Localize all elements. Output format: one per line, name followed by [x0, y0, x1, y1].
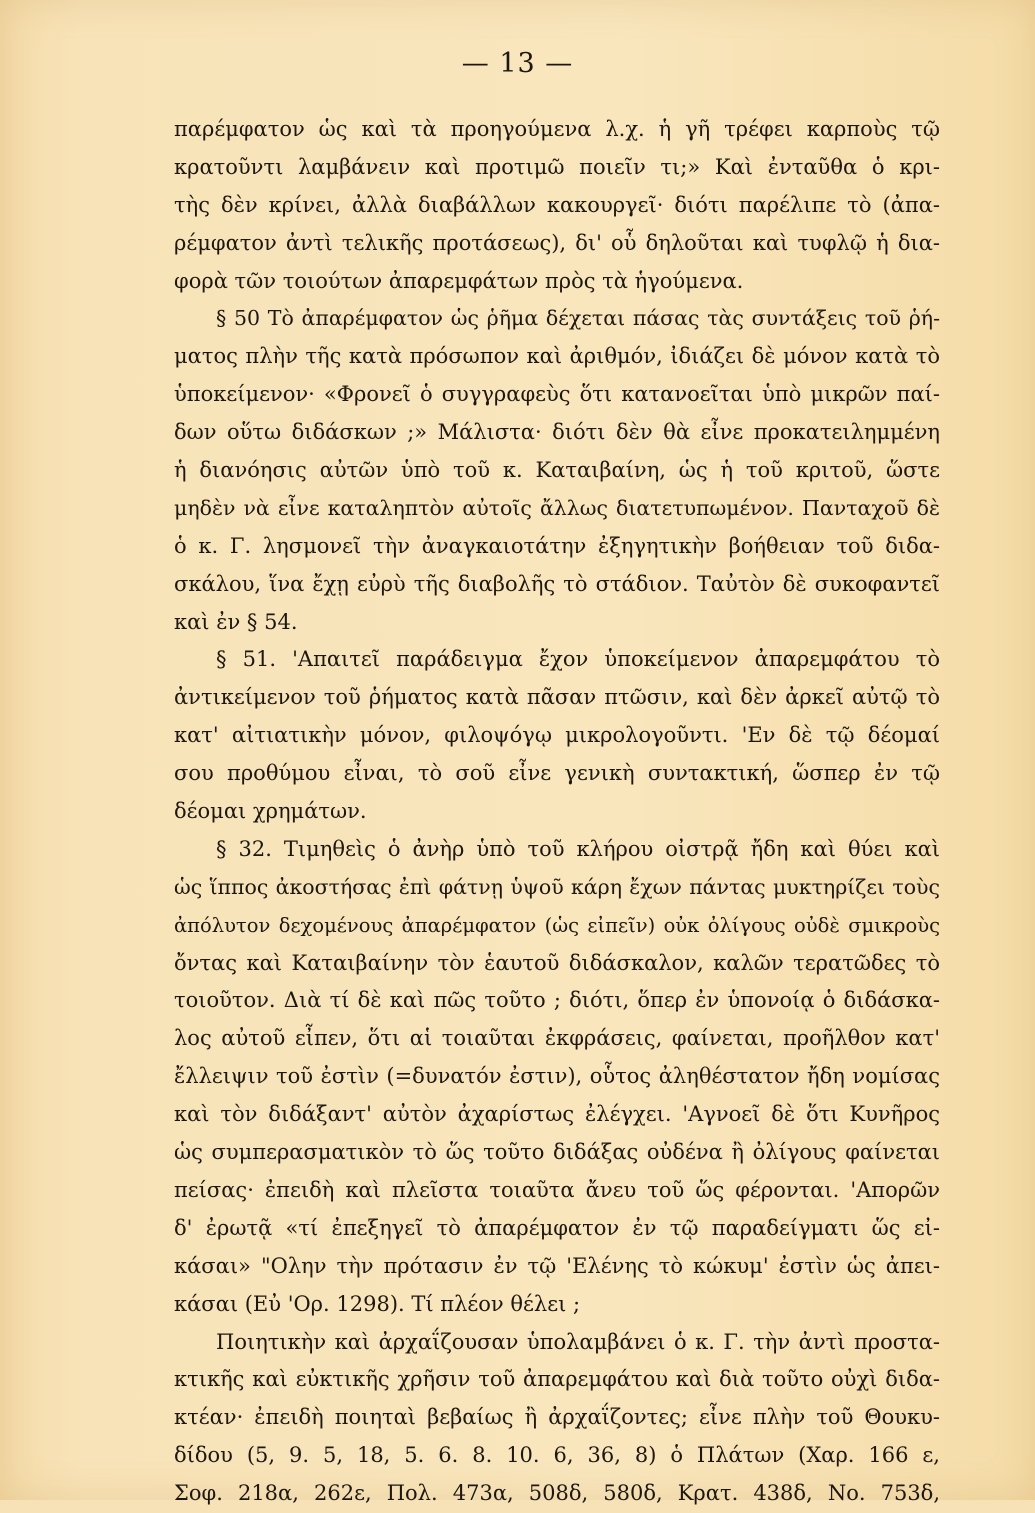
text-line: πείσας· ἐπειδὴ καὶ πλεῖστα τοιαῦτα ἄνευ τοῦ ὥς φέρονται. 'Απορῶν	[174, 1177, 940, 1202]
text-line: κάσαι (Εὐ 'Ορ. 1298). Τί πλέον θέλει ;	[174, 1291, 581, 1316]
text-line: δίδου (5, 9. 5, 18, 5. 6. 8. 10. 6, 36, 8) ὁ Πλάτων (Χαρ. 166 ε,	[174, 1443, 940, 1468]
text-line: μηδὲν νὰ εἶνε καταληπτὸν αὐτοῖς ἄλλως διατετυπωμένον. Πανταχοῦ δὲ	[174, 495, 940, 520]
text-line: κρατοῦντι λαμβάνειν καὶ προτιμῶ ποιεῖν τι;» Καὶ ἐνταῦθα ὁ κρι-	[174, 154, 940, 179]
text-line: ἀπόλυτον δεχομένους ἀπαρέμφατον (ὡς εἰπεῖν) οὐκ ὀλίγους οὐδὲ σμικροὺς	[174, 913, 940, 937]
text-line: δέομαι χρημάτων.	[174, 799, 367, 824]
text-line: ὡς συμπερασματικὸν τὸ ὥς τοῦτο διδάξας οὐδένα ἢ ὀλίγους φαίνεται	[174, 1140, 940, 1165]
text-line: λος αὐτοῦ εἶπεν, ὅτι αἱ τοιαῦται ἐκφράσεις, φαίνεται, προῆλθον κατ'	[174, 1026, 940, 1051]
text-line: ρέμφατον ἀντὶ τελικῆς προτάσεως), δι' οὗ δηλοῦται καὶ τυφλῷ ἡ δια-	[174, 230, 940, 255]
text-line: § 51. 'Απαιτεῖ παράδειγμα ἔχον ὑποκείμενον ἀπαρεμφάτου τὸ	[216, 647, 940, 672]
text-line: § 50 Τὸ ἀπαρέμφατον ὡς ῥῆμα δέχεται πάσας τὰς συντάξεις τοῦ ῥή-	[216, 306, 940, 331]
text-line: ὄντας καὶ Καταιβαίνην τὸν ἑαυτοῦ διδάσκαλον, καλῶν τερατῶδες τὸ	[174, 950, 940, 975]
text-line: κάσαι» "Ολην τὴν πρότασιν ἐν τῷ 'Ελένης τὸ κώκυμ' ἐστὶν ὡς ἀπει-	[174, 1253, 940, 1278]
text-line: Σοφ. 218α, 262ε, Πολ. 473α, 508δ, 580δ, Κρατ. 438δ, Νο. 753δ,	[174, 1481, 940, 1506]
text-line: κτικῆς καὶ εὐκτικῆς χρῆσιν τοῦ ἀπαρεμφάτου καὶ διὰ τοῦτο οὐχὶ διδα-	[174, 1367, 940, 1392]
text-line: ὁ κ. Γ. λησμονεῖ τὴν ἀναγκαιοτάτην ἐξηγητικὴν βοήθειαν τοῦ διδα-	[174, 533, 940, 558]
text-line: τοιοῦτον. Διὰ τί δὲ καὶ πῶς τοῦτο ; διότι, ὅπερ ἐν ὑπονοίᾳ ὁ διδάσκα-	[174, 988, 940, 1013]
page-number: — 13 —	[461, 48, 574, 79]
text-line: καὶ ἐν § 54.	[174, 609, 298, 634]
text-line: φορὰ τῶν τοιούτων ἀπαρεμφάτων πρὸς τὰ ἡγούμενα.	[174, 268, 744, 293]
text-line: κτέαν· ἐπειδὴ ποιηταὶ βεβαίως ἢ ἀρχαΐζοντες; εἶνε πλὴν τοῦ Θουκυ-	[174, 1405, 940, 1430]
text-line: ὑποκείμενον· «Φρονεῖ ὁ συγγραφεὺς ὅτι κατανοεῖται ὑπὸ μικρῶν παί-	[174, 382, 940, 407]
text-line: σκάλου, ἵνα ἔχῃ εὐρὺ τῆς διαβολῆς τὸ στάδιον. Ταὐτὸν δὲ συκοφαντεῖ	[174, 571, 940, 596]
text-line: σου προθύμου εἶναι, τὸ σοῦ εἶνε γενικὴ συντακτική, ὥσπερ ἐν τῷ	[174, 761, 940, 786]
text-line: καὶ τὸν διδάξαντ' αὐτὸν ἀχαρίστως ἐλέγχει. 'Αγνοεῖ δὲ ὅτι Κυνῆρος	[174, 1102, 940, 1127]
text-line: Ποιητικὴν καὶ ἀρχαΐζουσαν ὑπολαμβάνει ὁ κ. Γ. τὴν ἀντὶ προστα-	[216, 1329, 940, 1354]
text-line: κατ' αἰτιατικὴν μόνον, φιλοψόγῳ μικρολογοῦντι. 'Εν δὲ τῷ δέομαί	[174, 723, 940, 748]
text-line: ματος πλὴν τῆς κατὰ πρόσωπον καὶ ἀριθμόν, ἰδιάζει δὲ μόνον κατὰ τὸ	[174, 344, 940, 369]
body-text	[174, 111, 940, 1513]
text-line: § 32. Τιμηθεὶς ὁ ἀνὴρ ὑπὸ τοῦ κλήρου οἰστρᾷ ἤδη καὶ θύει καὶ	[216, 836, 940, 861]
text-line: ἔλλειψιν τοῦ ἐστὶν (=δυνατόν ἐστιν), οὗτος ἀληθέστατον ἤδη νομίσας	[174, 1064, 940, 1089]
text-line: ὡς ἵππος ἀκοστήσας ἐπὶ φάτνῃ ὑψοῦ κάρη ἔχων πάντας μυκτηρίζει τοὺς	[174, 874, 940, 899]
text-line: τὴς δὲν κρίνει, ἀλλὰ διαβάλλων κακουργεῖ· διότι παρέλιπε τὸ (ἀπα-	[174, 192, 940, 217]
text-line: δων οὕτω διδάσκων ;» Μάλιστα· διότι δὲν θὰ εἶνε προκατειλημμένη	[174, 420, 940, 445]
text-line: παρέμφατον ὡς καὶ τὰ προηγούμενα λ.χ. ἡ γῆ τρέφει καρποὺς τῷ	[174, 117, 940, 141]
text-line: ἀντικείμενον τοῦ ῥήματος κατὰ πᾶσαν πτῶσιν, καὶ δὲν ἀρκεῖ αὐτῷ τὸ	[174, 685, 940, 710]
text-line: ἡ διανόησις αὐτῶν ὑπὸ τοῦ κ. Καταιβαίνη, ὡς ἡ τοῦ κριτοῦ, ὥστε	[174, 458, 940, 483]
text-line: δ' ἐρωτᾷ «τί ἐπεξηγεῖ τὸ ἀπαρέμφατον ἐν τῷ παραδείγματι ὥς εἰ-	[174, 1215, 940, 1240]
